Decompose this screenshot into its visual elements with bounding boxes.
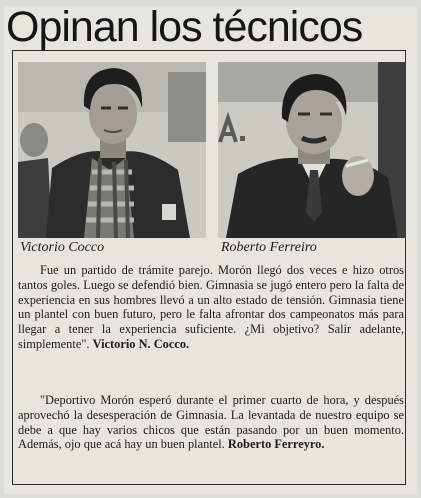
quote-cocco xyxy=(18,263,404,352)
quote-ferreiro xyxy=(18,393,404,452)
portrait-cocco-image xyxy=(18,62,206,238)
photo-roberto-ferreiro xyxy=(218,62,406,238)
caption-victorio-cocco: Victorio Cocco xyxy=(20,240,105,255)
portrait-ferreiro-image xyxy=(218,62,406,238)
photo-victorio-cocco xyxy=(18,62,206,238)
caption-roberto-ferreiro: Roberto Ferreiro xyxy=(221,240,317,255)
quote-cocco-signature: Victorio N. Cocco. xyxy=(92,336,190,351)
headline: Opinan los técnicos xyxy=(6,3,363,51)
quote-cocco-text: Fue un partido de trámite parejo. Morón llegó dos veces e hizo otros tantos goles. Luego se defendió bien. Gimnasia se jugó entero pero la falta de experiencia en sus hombres llevó a un alto estado de tensión. Gimnasia tiene un plantel con buen futuro, pero le falta afrontar dos campeonatos más para llegar a tener la experiencia suficiente. ¿Mi objetivo? Salir adelante, simplemente". xyxy=(18,263,404,351)
quote-ferreiro-signature: Roberto Ferreyro. xyxy=(227,437,325,452)
quote-ferreiro-text: "Deportivo Morón esperó durante el primer cuarto de hora, y después aprovechó la desesperación de Gimnasia. La levantada de nuestro equipo se debe a que hay varios chicos que están pasando por un buen momento. Además, ojo que acá hay un buen plantel. xyxy=(18,393,404,452)
